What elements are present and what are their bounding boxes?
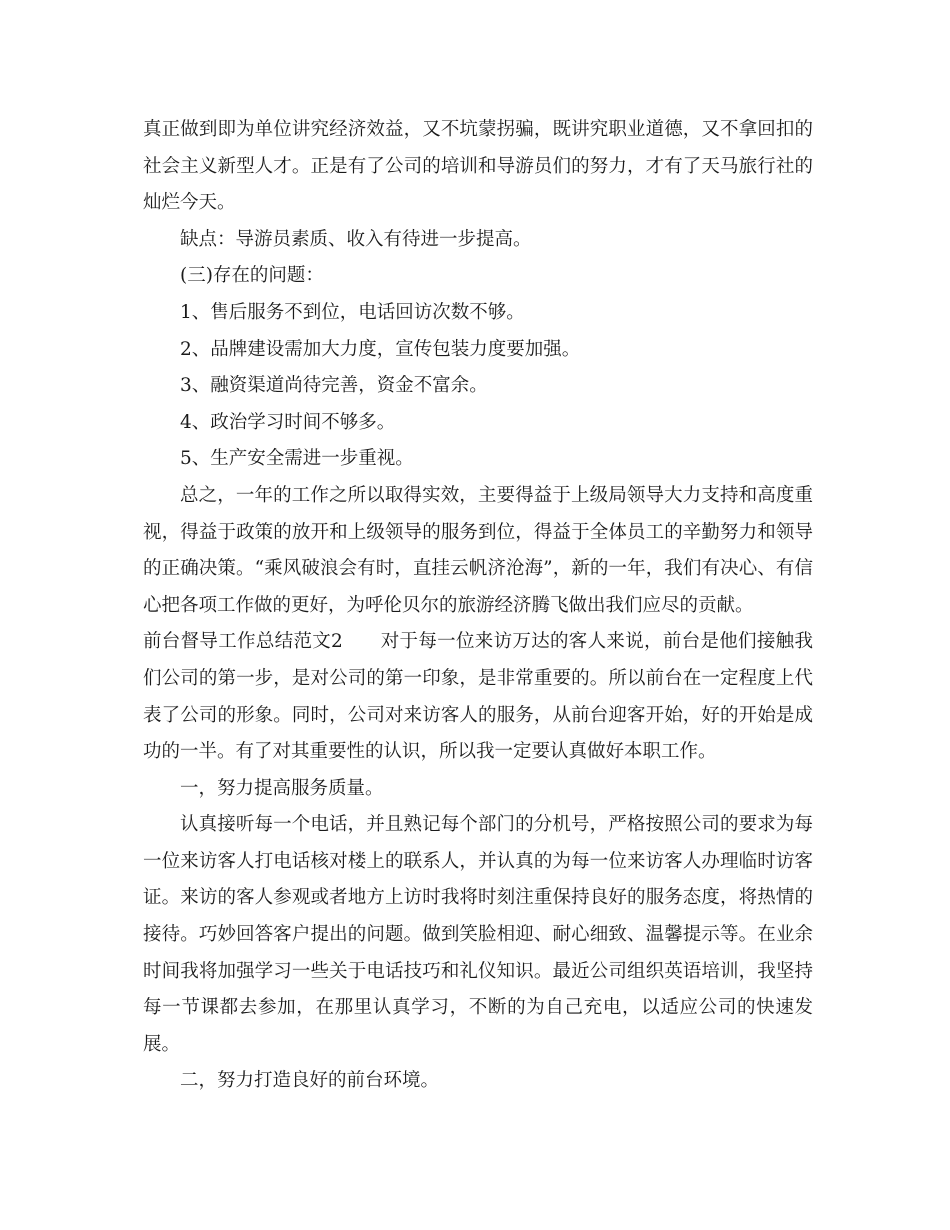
list-item: 1、售后服务不到位，电话回访次数不够。 (180, 301, 525, 323)
paragraph: 总之，一年的工作之所以取得实效，主要得益于上级局领导大力支持和高度重视，得益于政策的放开和上级领导的服务到位，得益于全体员工的辛勤努力和领导的正确决策。“乘风破浪会有时，直挂云帆济沧海”，新的一年，我们有决心、有信心把各项工作做的更好，为呼伦贝尔的旅游经济腾飞做出我们应尽的贡献。 (143, 484, 813, 616)
paragraph: 真正做到即为单位讲究经济效益，又不坑蒙拐骗，既讲究职业道德，又不拿回扣的社会主义新型人才。正是有了公司的培训和导游员们的努力，才有了天马旅行社的灿烂今天。 (143, 119, 813, 214)
section-heading: 二，努力打造良好的前台环境。 (180, 1070, 440, 1092)
list-item: 4、政治学习时间不够多。 (180, 411, 396, 433)
paragraph (143, 624, 813, 770)
article-title: 前台督导工作总结范文2 (143, 631, 343, 653)
document-body (143, 112, 813, 1100)
paragraph: 缺点：导游员素质、收入有待进一步提高。 (180, 228, 532, 250)
list-item: 2、品牌建设需加大力度，宣传包装力度要加强。 (180, 338, 581, 360)
title-gap (343, 631, 381, 652)
section-heading: (三)存在的问题： (180, 265, 324, 287)
section-heading: 一，努力提高服务质量。 (180, 777, 384, 799)
paragraph: 认真接听每一个电话，并且熟记每个部门的分机号，严格按照公司的要求为每一位来访客人打电话核对楼上的联系人，并认真的为每一位来访客人办理临时访客证。来访的客人参观或者地方上访时我将时刻注重保持良好的服务态度，将热情的接待。巧妙回答客户提出的问题。做到笑脸相迎、耐心细致、温馨提示等。在业余时间我将加强学习一些关于电话技巧和礼仪知识。最近公司组织英语培训，我坚持每一节课都去参加，在那里认真学习，不断的为自己充电，以适应公司的快速发展。 (143, 814, 813, 1055)
paragraph-text: 对于每一位来访万达的客人来说，前台是他们接触我们公司的第一步，是对公司的第一印象，是非常重要的。所以前台在一定程度上代表了公司的形象。同时，公司对来访客人的服务，从前台迎客开始，好的开始是成功的一半。有了对其重要性的认识，所以我一定要认真做好本职工作。 (143, 631, 813, 763)
list-item: 5、生产安全需进一步重视。 (180, 448, 414, 470)
list-item: 3、融资渠道尚待完善，资金不富余。 (180, 375, 488, 397)
